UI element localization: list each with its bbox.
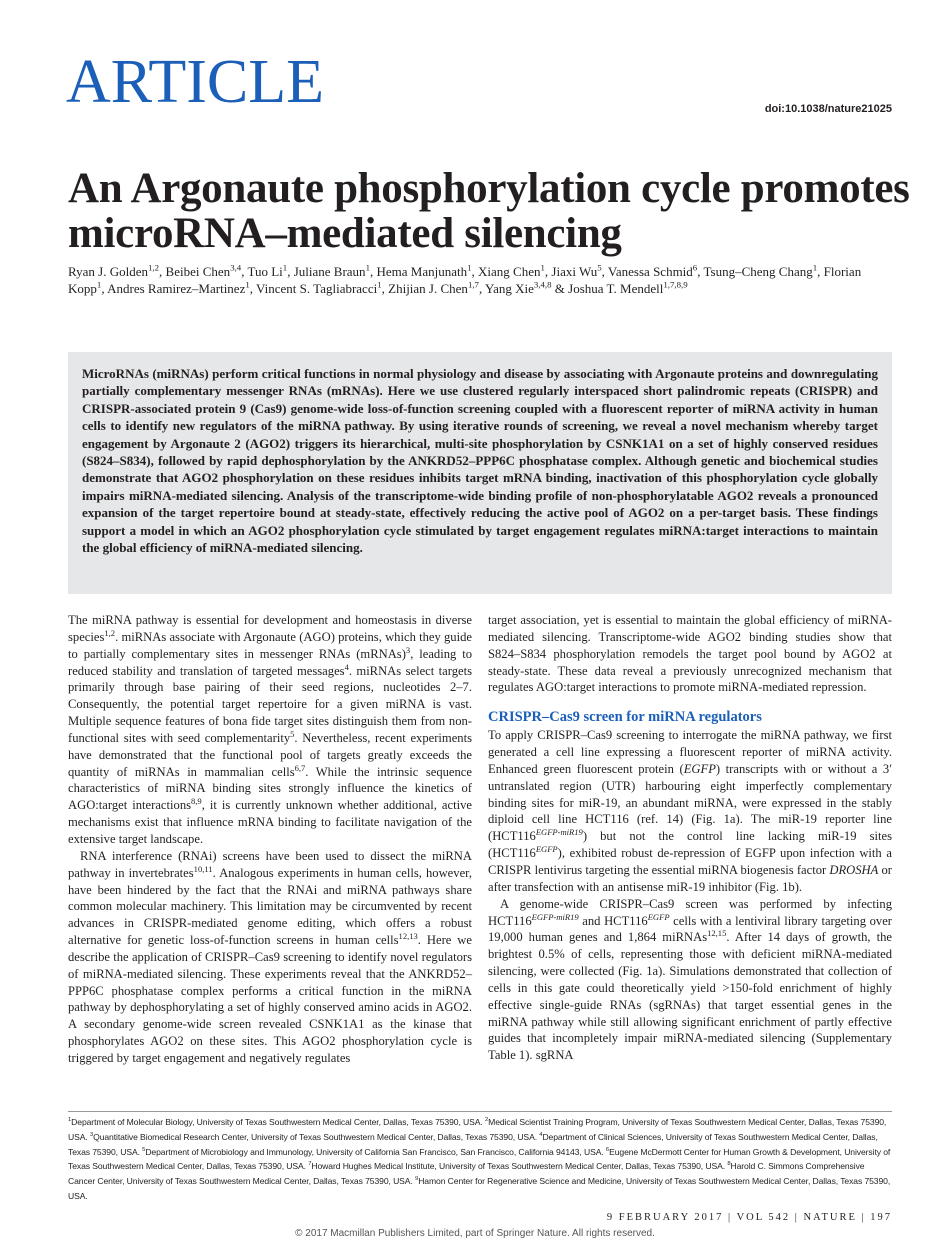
superscript-reference[interactable]: 1 bbox=[812, 262, 818, 273]
superscript-reference[interactable]: 1 bbox=[68, 1117, 72, 1124]
paragraph: To apply CRISPR–Cas9 screening to interrogate the miRNA pathway, we first generated a cell line expressing a fluorescent reporter of miRNA activity. Enhanced green fluorescent protein (EGFP) transcripts with or without a 3′ untranslated region (UTR) harbouring eight imperfectly complementary binding sites for miR-19, an abundant miRNA, were expressed in the stably diploid cell line HCT116 (ref. 14) (Fig. 1a). The miR-19 reporter line $(HCT116^{EGFP-miR19})$ but not the control line lacking miR-19 sites $(HCT116^{EGFP})$, exhibited robust de-repression of EGFP upon infection with a CRISPR lentivirus targeting the essential miRNA biogenesis factor DROSHA or after transfection with an antisense miR-19 inhibitor (Fig. 1b). bbox=[488, 728, 892, 894]
superscript-genotype: EGFP-miR19 bbox=[535, 827, 583, 838]
body-column-left bbox=[68, 612, 472, 1067]
paragraph: A genome-wide CRISPR–Cas9 screen was performed by infecting $HCT116^{EGFP-miR19}$ and $HCT116^{EGFP}$ cells with a lentiviral library targeting over 19,000 human genes and 1,864 miRNAs$^{12,15}$. After 14 days of growth, the brightest 0.5% of cells, representing those with deficient miRNA-mediated silencing, were collected (Fig. 1a). Simulations demonstrated that collection of cells in this gate could theoretically yield >150-fold enrichment of highly effective single-guide RNAs (sgRNAs) that target essential genes in the miRNA pathway while still allowing significant enrichment of partly effective guides that incompletely impair miRNA-mediated silencing (Supplementary Table 1). sgRNA bbox=[488, 896, 893, 1063]
superscript-reference[interactable]: 1 bbox=[377, 279, 382, 290]
paragraph: RNA interference (RNAi) screens have been used to dissect the miRNA pathway in invertebrates$^{10,11}$. Analogous experiments in human cells, however, have been hindered by the fact that the RNAi and miRNA pathways share common molecular machinery. This limitation may be circumvented by recent advances in CRISPR-mediated genome editing, which offers a robust alternative for genetic loss-of-function screens in human cells$^{12,13}$. Here we describe the application of CRISPR–Cas9 screening to identify novel regulators of miRNA-mediated silencing. These experiments reveal that the ANKRD52–PPP6C phosphatase complex performs a critical function in the miRNA pathway by dephosphorylating a set of highly conserved amino acids in AGO2. A secondary genome-wide screen revealed CSNK1A1 as the kinase that phosphorylates AGO2 on these sites. This AGO2 phosphorylation cycle is triggered by target engagement and negatively regulates bbox=[68, 848, 472, 1065]
page-footer: 9 FEBRUARY 2017 | VOL 542 | NATURE | 197 bbox=[606, 1212, 892, 1223]
paragraph: target association, yet is essential to maintain the global efficiency of miRNA-mediated silencing. Transcriptome-wide AGO2 binding studies show that S824–S834 phosphorylation remodels the target pool bound by AGO2 at steady-state. These data reveal a previously unrecognized mechanism that regulates AGO:target interactions to promote miRNA-mediated repression. bbox=[488, 613, 892, 695]
superscript-reference[interactable]: 6 bbox=[692, 262, 698, 273]
superscript-reference[interactable]: 1,2 bbox=[104, 627, 116, 638]
superscript-reference[interactable]: 12,15 bbox=[707, 928, 727, 939]
author-list: Ryan J. Golden$^{1,2}$, Beibei Chen$^{3,4}$, Tuo Li$^1$, Juliane Braun$^1$, Hema Manjunath$^1$, Xiang Chen$^1$, Jiaxi Wu$^5$, Vanessa Schmid$^6$, Tsung–Cheng Chang$^1$, Florian Kopp$^1$, Andres Ramirez–Martinez$^1$, Vincent S. Tagliabracci$^1$, Zhijian J. Chen$^{1,7}$, Yang Xie$^{3,4,8}$ & Joshua T. Mendell$^{1,7,8,9}$ bbox=[68, 262, 862, 296]
article-type-label: ARTICLE bbox=[66, 48, 325, 116]
superscript-reference[interactable]: 3,4,8 bbox=[533, 279, 552, 290]
italic-gene-name: EGFP bbox=[683, 761, 716, 776]
superscript-reference[interactable]: 5 bbox=[597, 262, 602, 273]
superscript-reference[interactable]: 1 bbox=[245, 279, 250, 290]
superscript-genotype: EGFP-miR19 bbox=[531, 911, 579, 922]
superscript-reference[interactable]: 3 bbox=[89, 1131, 94, 1138]
superscript-genotype: EGFP bbox=[647, 911, 670, 922]
superscript-reference[interactable]: 1 bbox=[540, 262, 545, 273]
superscript-reference[interactable]: 10,11 bbox=[193, 863, 213, 874]
superscript-reference[interactable]: 9 bbox=[415, 1176, 419, 1183]
superscript-reference[interactable]: 6,7 bbox=[294, 762, 306, 773]
article-title: An Argonaute phosphorylation cycle promotes microRNA–mediated silencing bbox=[68, 165, 910, 257]
doi[interactable]: doi:10.1038/nature21025 bbox=[764, 103, 892, 115]
superscript-reference[interactable]: 1 bbox=[467, 262, 472, 273]
copyright: © 2017 Macmillan Publishers Limited, part of Springer Nature. All rights reserved. bbox=[295, 1228, 655, 1239]
superscript-reference[interactable]: 6 bbox=[605, 1146, 610, 1153]
superscript-reference[interactable]: 7 bbox=[308, 1161, 312, 1168]
superscript-reference[interactable]: 3,4 bbox=[230, 262, 242, 273]
italic-gene-name: DROSHA bbox=[829, 862, 879, 877]
superscript-reference[interactable]: 5 bbox=[142, 1146, 146, 1153]
superscript-reference[interactable]: 4 bbox=[344, 661, 349, 672]
paragraph: The miRNA pathway is essential for development and homeostasis in diverse species$^{1,2}$. miRNAs associate with Argonaute (AGO) proteins, which they guide to partially complementary sites in messenger RNAs (mRNAs)$^3$, leading to reduced stability and translation of targeted messages$^4$. miRNAs select targets primarily through base pairing of their seed regions, nucleotides 2–7. Consequently, the potential target repertoire for a given miRNA is vast. Multiple sequence features of bona fide target sites distinguish them from non-functional sites with seed complementarity$^5$. Nevertheless, recent experiments have demonstrated that the functional pool of targets greatly exceeds the quantity of miRNAs in mammalian cells$^{6,7}$. While the intrinsic sequence characteristics of miRNA binding sites strongly influence the kinetics of AGO:target interactions$^{8,9}$, it is currently unknown whether additional, active mechanisms exist that influence mRNA binding to facilitate navigation of the extensive target landscape. bbox=[68, 613, 473, 846]
superscript-reference[interactable]: 1 bbox=[96, 279, 102, 290]
superscript-reference[interactable]: 1,7,8,9 bbox=[663, 279, 688, 290]
superscript-genotype: EGFP bbox=[535, 843, 558, 854]
superscript-reference[interactable]: 12,13 bbox=[398, 930, 418, 941]
body-column-right bbox=[488, 612, 892, 1064]
superscript-reference[interactable]: 4 bbox=[539, 1131, 543, 1138]
superscript-reference[interactable]: 8,9 bbox=[191, 796, 202, 807]
superscript-reference[interactable]: 8 bbox=[727, 1161, 731, 1168]
superscript-reference[interactable]: 2 bbox=[485, 1117, 489, 1124]
superscript-reference[interactable]: 1,7 bbox=[467, 279, 479, 290]
superscript-reference[interactable]: 5 bbox=[290, 728, 295, 739]
superscript-reference[interactable]: 1 bbox=[282, 262, 288, 273]
superscript-reference[interactable]: 1 bbox=[365, 262, 370, 273]
affiliations: $^1$Department of Molecular Biology, University of Texas Southwestern Medical Center, Dallas, Texas 75390, USA. $^2$Medical Scientist Training Program, University of Texas Southwestern Medical Center, Dallas, Texas 75390, USA. $^3$Quantitative Biomedical Research Center, University of Texas Southwestern Medical Center, Dallas, Texas 75390, USA. $^4$Department of Clinical Sciences, University of Texas Southwestern Medical Center, Dallas, Texas 75390, USA. $^5$Department of Microbiology and Immunology, University of California San Francisco, San Francisco, California 94143, USA. $^6$Eugene McDermott Center for Human Growth & Development, University of Texas Southwestern Medical Center, Dallas, Texas 75390, USA. $^7$Howard Hughes Medical Institute, University of Texas Southwestern Medical Center, Dallas, Texas 75390, USA. $^8$Harold C. Simmons Comprehensive Cancer Center, University of Texas Southwestern Medical Center, Dallas, Texas 75390, USA. $^9$Hamon Center for Regenerative Science and Medicine, University of Texas Southwestern Medical Center, Dallas, Texas 75390, USA. bbox=[68, 1117, 891, 1201]
superscript-reference[interactable]: 1,2 bbox=[148, 262, 160, 273]
section-heading: CRISPR–Cas9 screen for miRNA regulators bbox=[488, 709, 762, 726]
superscript-reference[interactable]: 3 bbox=[405, 644, 411, 655]
abstract: MicroRNAs (miRNAs) perform critical functions in normal physiology and disease by associating with Argonaute proteins and downregulating partially complementary messenger RNAs (mRNAs). Here we use clustered regularly interspaced short palindromic repeats (CRISPR) and CRISPR-associated protein 9 (Cas9) genome-wide loss-of-function screening coupled with a fluorescent reporter of miRNA activity in human cells to identify new regulators of the miRNA pathway. By using iterative rounds of screening, we reveal a novel mechanism whereby target engagement by Argonaute 2 (AGO2) triggers its hierarchical, multi-site phosphorylation by CSNK1A1 on a set of highly conserved residues (S824–S834), followed by rapid dephosphorylation by the ANKRD52–PPP6C phosphatase complex. Although genetic and biochemical studies demonstrate that AGO2 phosphorylation on these residues inhibits target mRNA binding, inactivation of this phosphorylation cycle globally impairs miRNA-mediated silencing. Analysis of the transcriptome-wide binding profile of non-phosphorylatable AGO2 reveals a pronounced expansion of the target repertoire bound at steady-state, effectively reducing the active pool of AGO2 on a per-target basis. These findings support a model in which an AGO2 phosphorylation cycle stimulated by target engagement regulates miRNA:target interactions to maintain the global efficiency of miRNA-mediated silencing. bbox=[68, 352, 892, 594]
footnote-divider bbox=[68, 1111, 892, 1112]
